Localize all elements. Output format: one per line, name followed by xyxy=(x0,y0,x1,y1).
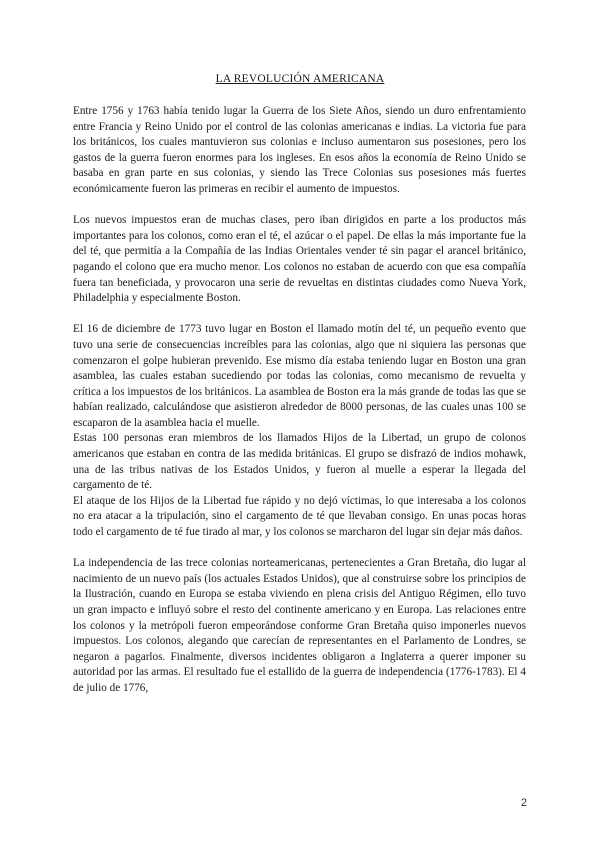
document-body xyxy=(73,104,526,697)
paragraph-sons-of-liberty: Estas 100 personas eran miembros de los llamados Hijos de la Libertad, un grupo de colonos americanos que estaban en contra de las medida británicas. El grupo se disfrazó de indios mohawk, una de las tribus nativas de los Estados Unidos, y fueron al muelle a esperar la llegada del cargamento de té. xyxy=(73,432,526,492)
page-number: 2 xyxy=(520,797,527,809)
paragraph-independence: La independencia de las trece colonias norteamericanas, pertenecientes a Gran Bretaña, dio lugar al nacimiento de un nuevo país (los actuales Estados Unidos), que al construirse sobre los principios de la Ilustración, cuando en Europa se estaba viviendo en plena crisis del Antiguo Régimen, ello tuvo un gran impacto e influyó sobre el resto del continente americano y en Europa. Las relaciones entre los colonos y la metrópoli fueron empeorándose conforme Gran Bretaña quiso imponerles nuevos impuestos. Los colonos, alegando que carecían de representantes en el Parlamento de Londres, se negaron a pagarlos. Finalmente, diversos incidentes obligaron a Inglaterra a querer imponer su autoridad por las armas. El resultado fue el estallido de la guerra de independencia (1776-1783). El 4 de julio de 1776, xyxy=(73,557,526,694)
paragraph-new-taxes: Los nuevos impuestos eran de muchas clases, pero iban dirigidos en parte a los productos más importantes para los colonos, como eran el té, el azúcar o el papel. De ellas la más importante fue la del té, que permitía a la Compañía de las Indias Orientales vender té sin pagar el arancel británico, pagando el colono que era mucho menor. Los colonos no estaban de acuerdo con que esa compañía fuera tan beneficiada, y provocaron una serie de revueltas en distintas ciudades como Nueva York, Philadelphia y especialmente Boston. xyxy=(73,214,526,305)
paragraph-boston-tea-party: El 16 de diciembre de 1773 tuvo lugar en Boston el llamado motín del té, un pequeño evento que tuvo una serie de consecuencias increíbles para las colonias, algo que ni siquiera las personas que comenzaron el golpe hubieran prevenido. Ese mismo día estaba teniendo lugar en Boston una gran asamblea, las cuales estaban sucediendo por todas las colonias, como mecanismo de revuelta y crítica a los impuestos de los británicos. La asamblea de Boston era la más grande de todas las que se habían realizado, calculándose que asistieron alrededor de 8000 personas, de las cuales unas 100 se escaparon de la asamblea hacia el muelle. xyxy=(73,323,526,429)
paragraph-attack: El ataque de los Hijos de la Libertad fue rápido y no dejó víctimas, lo que interesaba a los colonos no era atacar a la tripulación, sino el cargamento de té que llevaban consigo. En unas pocas horas todo el cargamento de té fue tirado al mar, y los colonos se marcharon del lugar sin dejar más daños. xyxy=(73,494,526,539)
paragraph-seven-years-war: Entre 1756 y 1763 había tenido lugar la Guerra de los Siete Años, siendo un duro enfrentamiento entre Francia y Reino Unido por el control de las colonias americanas e indias. La victoria fue para los británicos, los cuales mantuvieron sus colonias e incluso aumentaron sus posesiones, pero los gastos de la guerra fueron enormes para los ingleses. En esos años la economía de Reino Unido se basaba en gran parte en sus colonias, y siendo las Trece Colonias sus posesiones más fuertes económicamente fueron las primeras en recibir el aumento de impuestos. xyxy=(73,105,526,195)
page-title: LA REVOLUCIÓN AMERICANA xyxy=(215,73,385,85)
